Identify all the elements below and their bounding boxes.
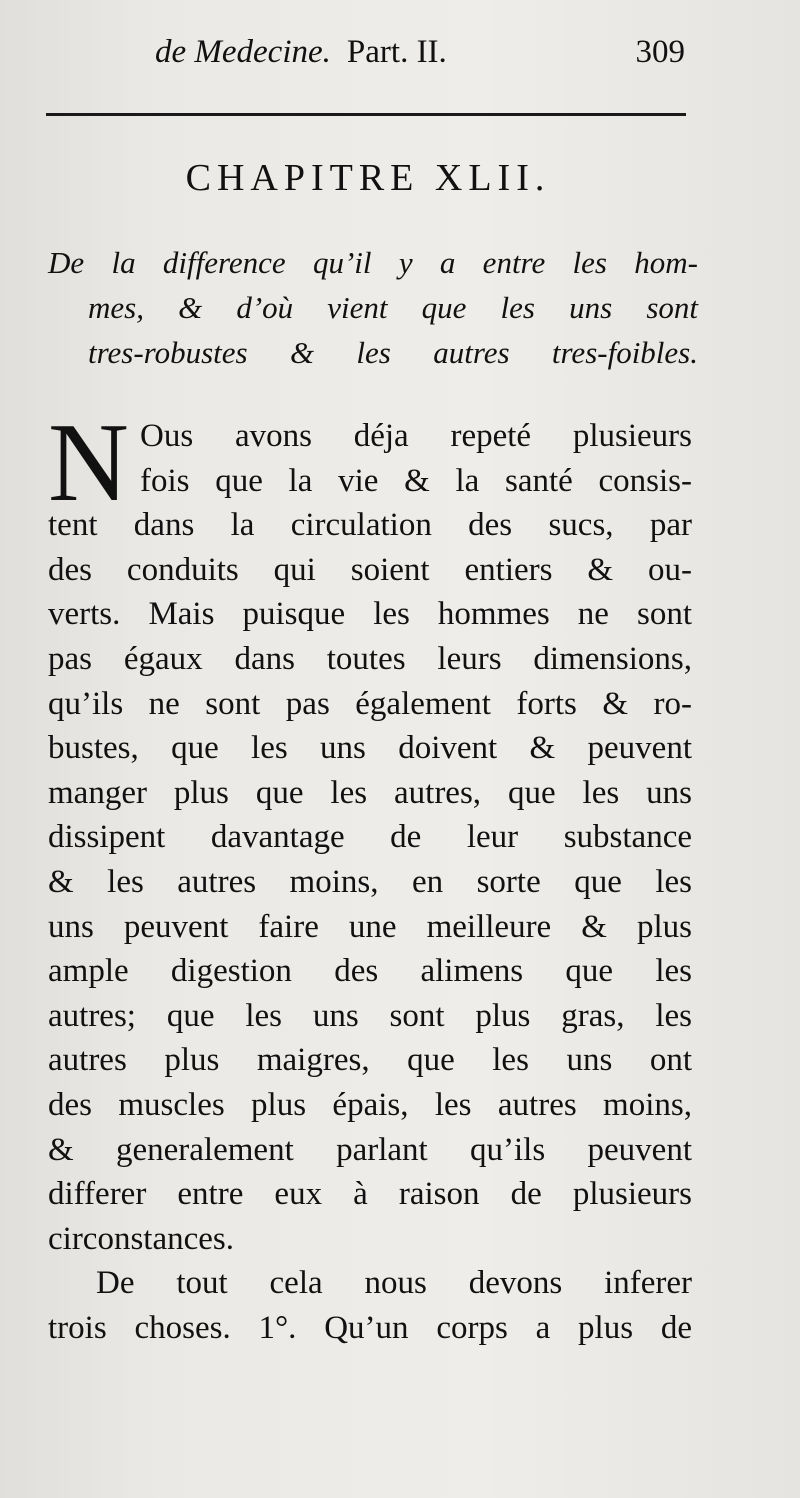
- drop-cap: N: [48, 401, 129, 525]
- text-line: verts. Mais puisque les hommes ne sont: [48, 596, 692, 633]
- body-text: [48, 401, 692, 1350]
- text-line: bustes, que les uns doivent & peuvent: [48, 730, 692, 767]
- text-line: dissipent davantage de leur substance: [48, 819, 692, 856]
- text-line: De tout cela nous devons inferer: [96, 1265, 692, 1302]
- text-line: trois choses. 1°. Qu’un corps a plus de: [48, 1309, 692, 1346]
- text-line: Ous avons déja repeté plusieurs: [140, 418, 692, 454]
- text-line: autres; que les uns sont plus gras, les: [48, 997, 692, 1034]
- text-line: ample digestion des alimens que les: [48, 953, 692, 990]
- text-line: differer entre eux à raison de plusieurs: [48, 1176, 692, 1213]
- text-line: tent dans la circulation des sucs, par: [48, 507, 692, 544]
- text-line: manger plus que les autres, que les uns: [48, 774, 692, 811]
- chapter-title: CHAPITRE XLII.: [185, 157, 551, 199]
- chapter-subtitle: [48, 240, 698, 375]
- text-line: fois que la vie & la santé consis-: [140, 462, 692, 499]
- text-line: circonstances.: [48, 1220, 234, 1257]
- text-line: & generalement parlant qu’ils peuvent: [48, 1131, 692, 1168]
- running-head-part: Part. II.: [346, 34, 447, 70]
- running-head-title: de Medecine.: [155, 34, 331, 70]
- text-line: pas égaux dans toutes leurs dimensions,: [48, 640, 692, 677]
- subtitle-line: De la difference qu’il y a entre les hom-: [48, 245, 698, 280]
- subtitle-line: mes, & d’où vient que les uns sont: [88, 290, 698, 325]
- text-line: autres plus maigres, que les uns ont: [48, 1042, 692, 1079]
- text-line: des conduits qui soient entiers & ou-: [48, 551, 692, 588]
- text-line: & les autres moins, en sorte que les: [48, 863, 692, 900]
- page-number: 309: [635, 34, 685, 70]
- header-rule: [46, 113, 686, 116]
- subtitle-line: tres-robustes & les autres tres-foibles.: [88, 335, 698, 370]
- text-line: des muscles plus épais, les autres moins,: [48, 1086, 692, 1123]
- running-head: [155, 28, 695, 76]
- text-line: qu’ils ne sont pas également forts & ro-: [48, 685, 692, 722]
- text-line: uns peuvent faire une meilleure & plus: [48, 908, 692, 945]
